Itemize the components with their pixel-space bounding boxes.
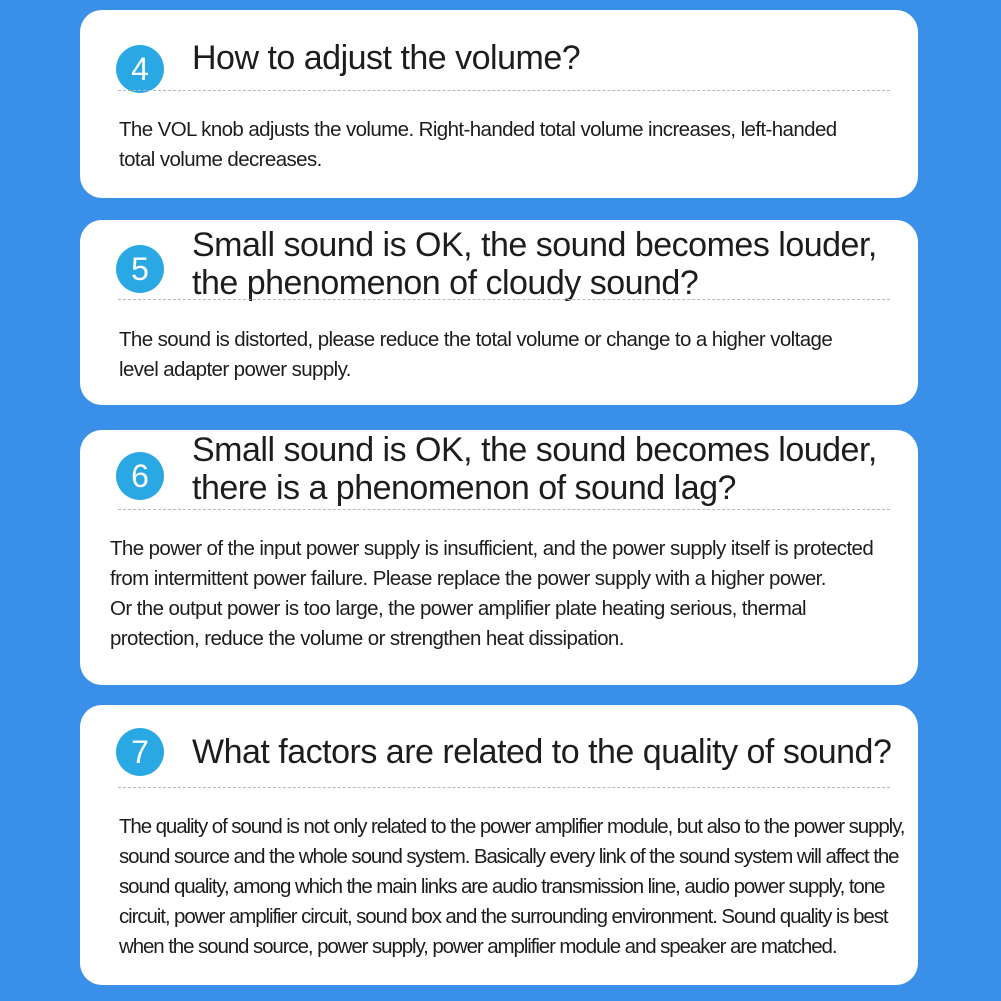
number-badge: 7 (116, 728, 164, 776)
dashed-divider (118, 787, 890, 788)
answer-text: The VOL knob adjusts the volume. Right-handed total volume increases, left-handed total volume decreases. (119, 118, 837, 171)
answer-text: The sound is distorted, please reduce the total volume or change to a higher voltage level adapter power supply. (119, 328, 833, 381)
faq-card-4 (80, 10, 918, 198)
number-badge: 4 (116, 45, 164, 93)
dashed-divider (118, 90, 890, 91)
faq-card-5 (80, 220, 918, 405)
answer-text: The power of the input power supply is insufficient, and the power supply itself is protected from intermittent power failure. Please replace the power supply with a higher power. Or the output power is too large, the power amplifier plate heating serious, thermal protection, reduce the volume or strengthen heat dissipation. (110, 537, 874, 650)
faq-card-6 (80, 430, 918, 685)
number-badge: 6 (116, 452, 164, 500)
question-title: Small sound is OK, the sound becomes louder, the phenomenon of cloudy sound? (192, 226, 877, 302)
dashed-divider (118, 299, 890, 300)
number-badge: 5 (116, 245, 164, 293)
question-title: How to adjust the volume? (192, 39, 581, 77)
faq-card-7 (80, 705, 918, 985)
question-title: What factors are related to the quality of sound? (192, 733, 892, 771)
dashed-divider (118, 509, 890, 510)
question-title: Small sound is OK, the sound becomes louder, there is a phenomenon of sound lag? (192, 431, 877, 507)
answer-text: The quality of sound is not only related to the power amplifier module, but also to the power supply, sound source and the whole sound system. Basically every link of the sound system will affect the sound quality, among which the main links are audio transmission line, audio power supply, tone circuit, power amplifier circuit, sound box and the surrounding environment. Sound quality is best when the sound source, power supply, power amplifier module and speaker are matched. (119, 815, 905, 958)
